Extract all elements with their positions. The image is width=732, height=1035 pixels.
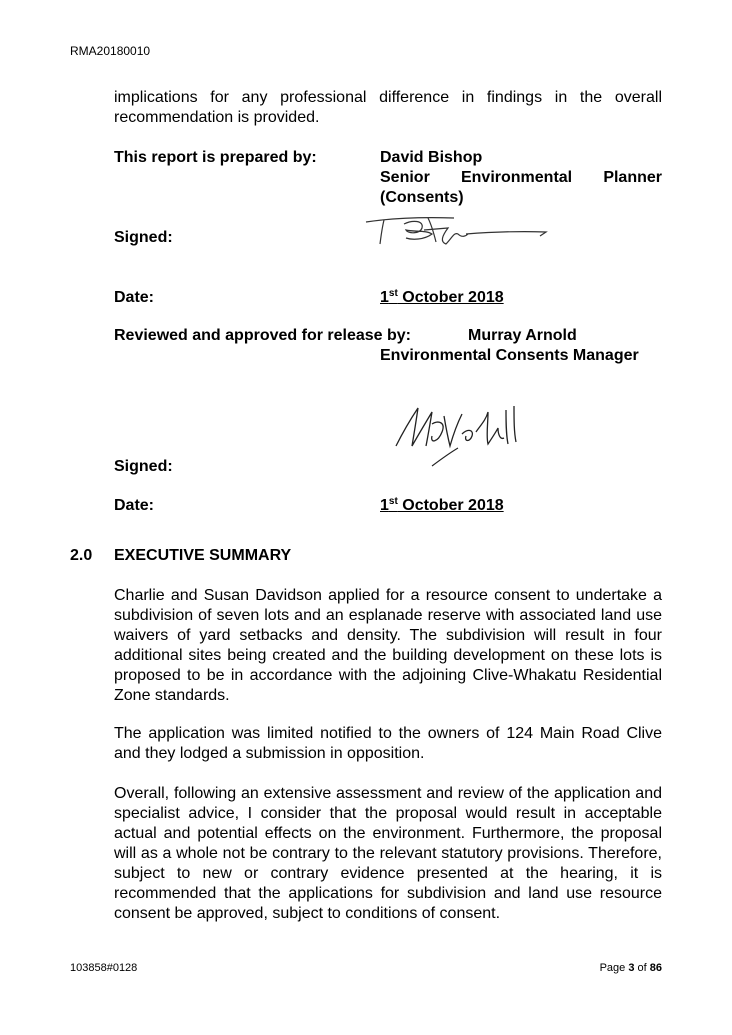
prepared-date-label: Date:: [114, 289, 155, 306]
reviewed-date-label: Date:: [114, 497, 155, 514]
signature-david-bishop: [362, 210, 552, 250]
reviewer-title: Environmental Consents Manager: [380, 347, 639, 364]
summary-paragraph-1: Charlie and Susan Davidson applied for a resource consent to undertake a subdivision of seven lots and an esplanade reserve with associated land use waivers of yard setbacks and density. The subdivision will result in four additional sites being created and the building development on these lots is proposed to be in accordance with the adjoining Clive-Whakatu Residential Zone standards.: [114, 587, 662, 704]
intro-text: implications for any professional difference in findings in the overall recommendation is provided.: [114, 89, 662, 126]
reviewed-date: 1st October 2018: [380, 496, 504, 514]
summary-paragraph-2: The application was limited notified to the owners of 124 Main Road Clive and they lodged a submission in opposition.: [114, 725, 662, 762]
preparer-title-line2: (Consents): [380, 189, 464, 206]
footer-doc-id: 103858#0128: [70, 962, 138, 974]
reviewed-by-label: Reviewed and approved for release by:: [114, 327, 411, 344]
preparer-title-word: Environmental: [460, 169, 573, 186]
reviewer-name: Murray Arnold: [468, 327, 577, 344]
section-heading: EXECUTIVE SUMMARY: [114, 547, 292, 564]
preparer-title-word: Planner: [603, 169, 662, 186]
section-number: 2.0: [70, 547, 93, 564]
document-reference: RMA20180010: [70, 44, 151, 58]
prepared-by-label: This report is prepared by:: [114, 149, 317, 166]
footer-page-number: Page 3 of 86: [599, 962, 662, 974]
prepared-signed-label: Signed:: [114, 229, 173, 246]
preparer-title-word: Senior: [380, 169, 430, 186]
prepared-date: 1st October 2018: [380, 288, 504, 306]
preparer-name: David Bishop: [380, 149, 483, 166]
reviewed-signed-label: Signed:: [114, 458, 173, 475]
summary-paragraph-3: Overall, following an extensive assessment and review of the application and specialist advice, I consider that the proposal would result in acceptable actual and potential effects on the environment. Furthermore, the proposal will as a whole not be contrary to the relevant statutory provisions. Therefore, subject to new or contrary evidence presented at the hearing, it is recommended that the applications for subdivision and land use resource consent be approved, subject to conditions of consent.: [114, 785, 662, 922]
preparer-title-line1: [380, 168, 662, 188]
signature-murray-arnold: [392, 402, 532, 472]
